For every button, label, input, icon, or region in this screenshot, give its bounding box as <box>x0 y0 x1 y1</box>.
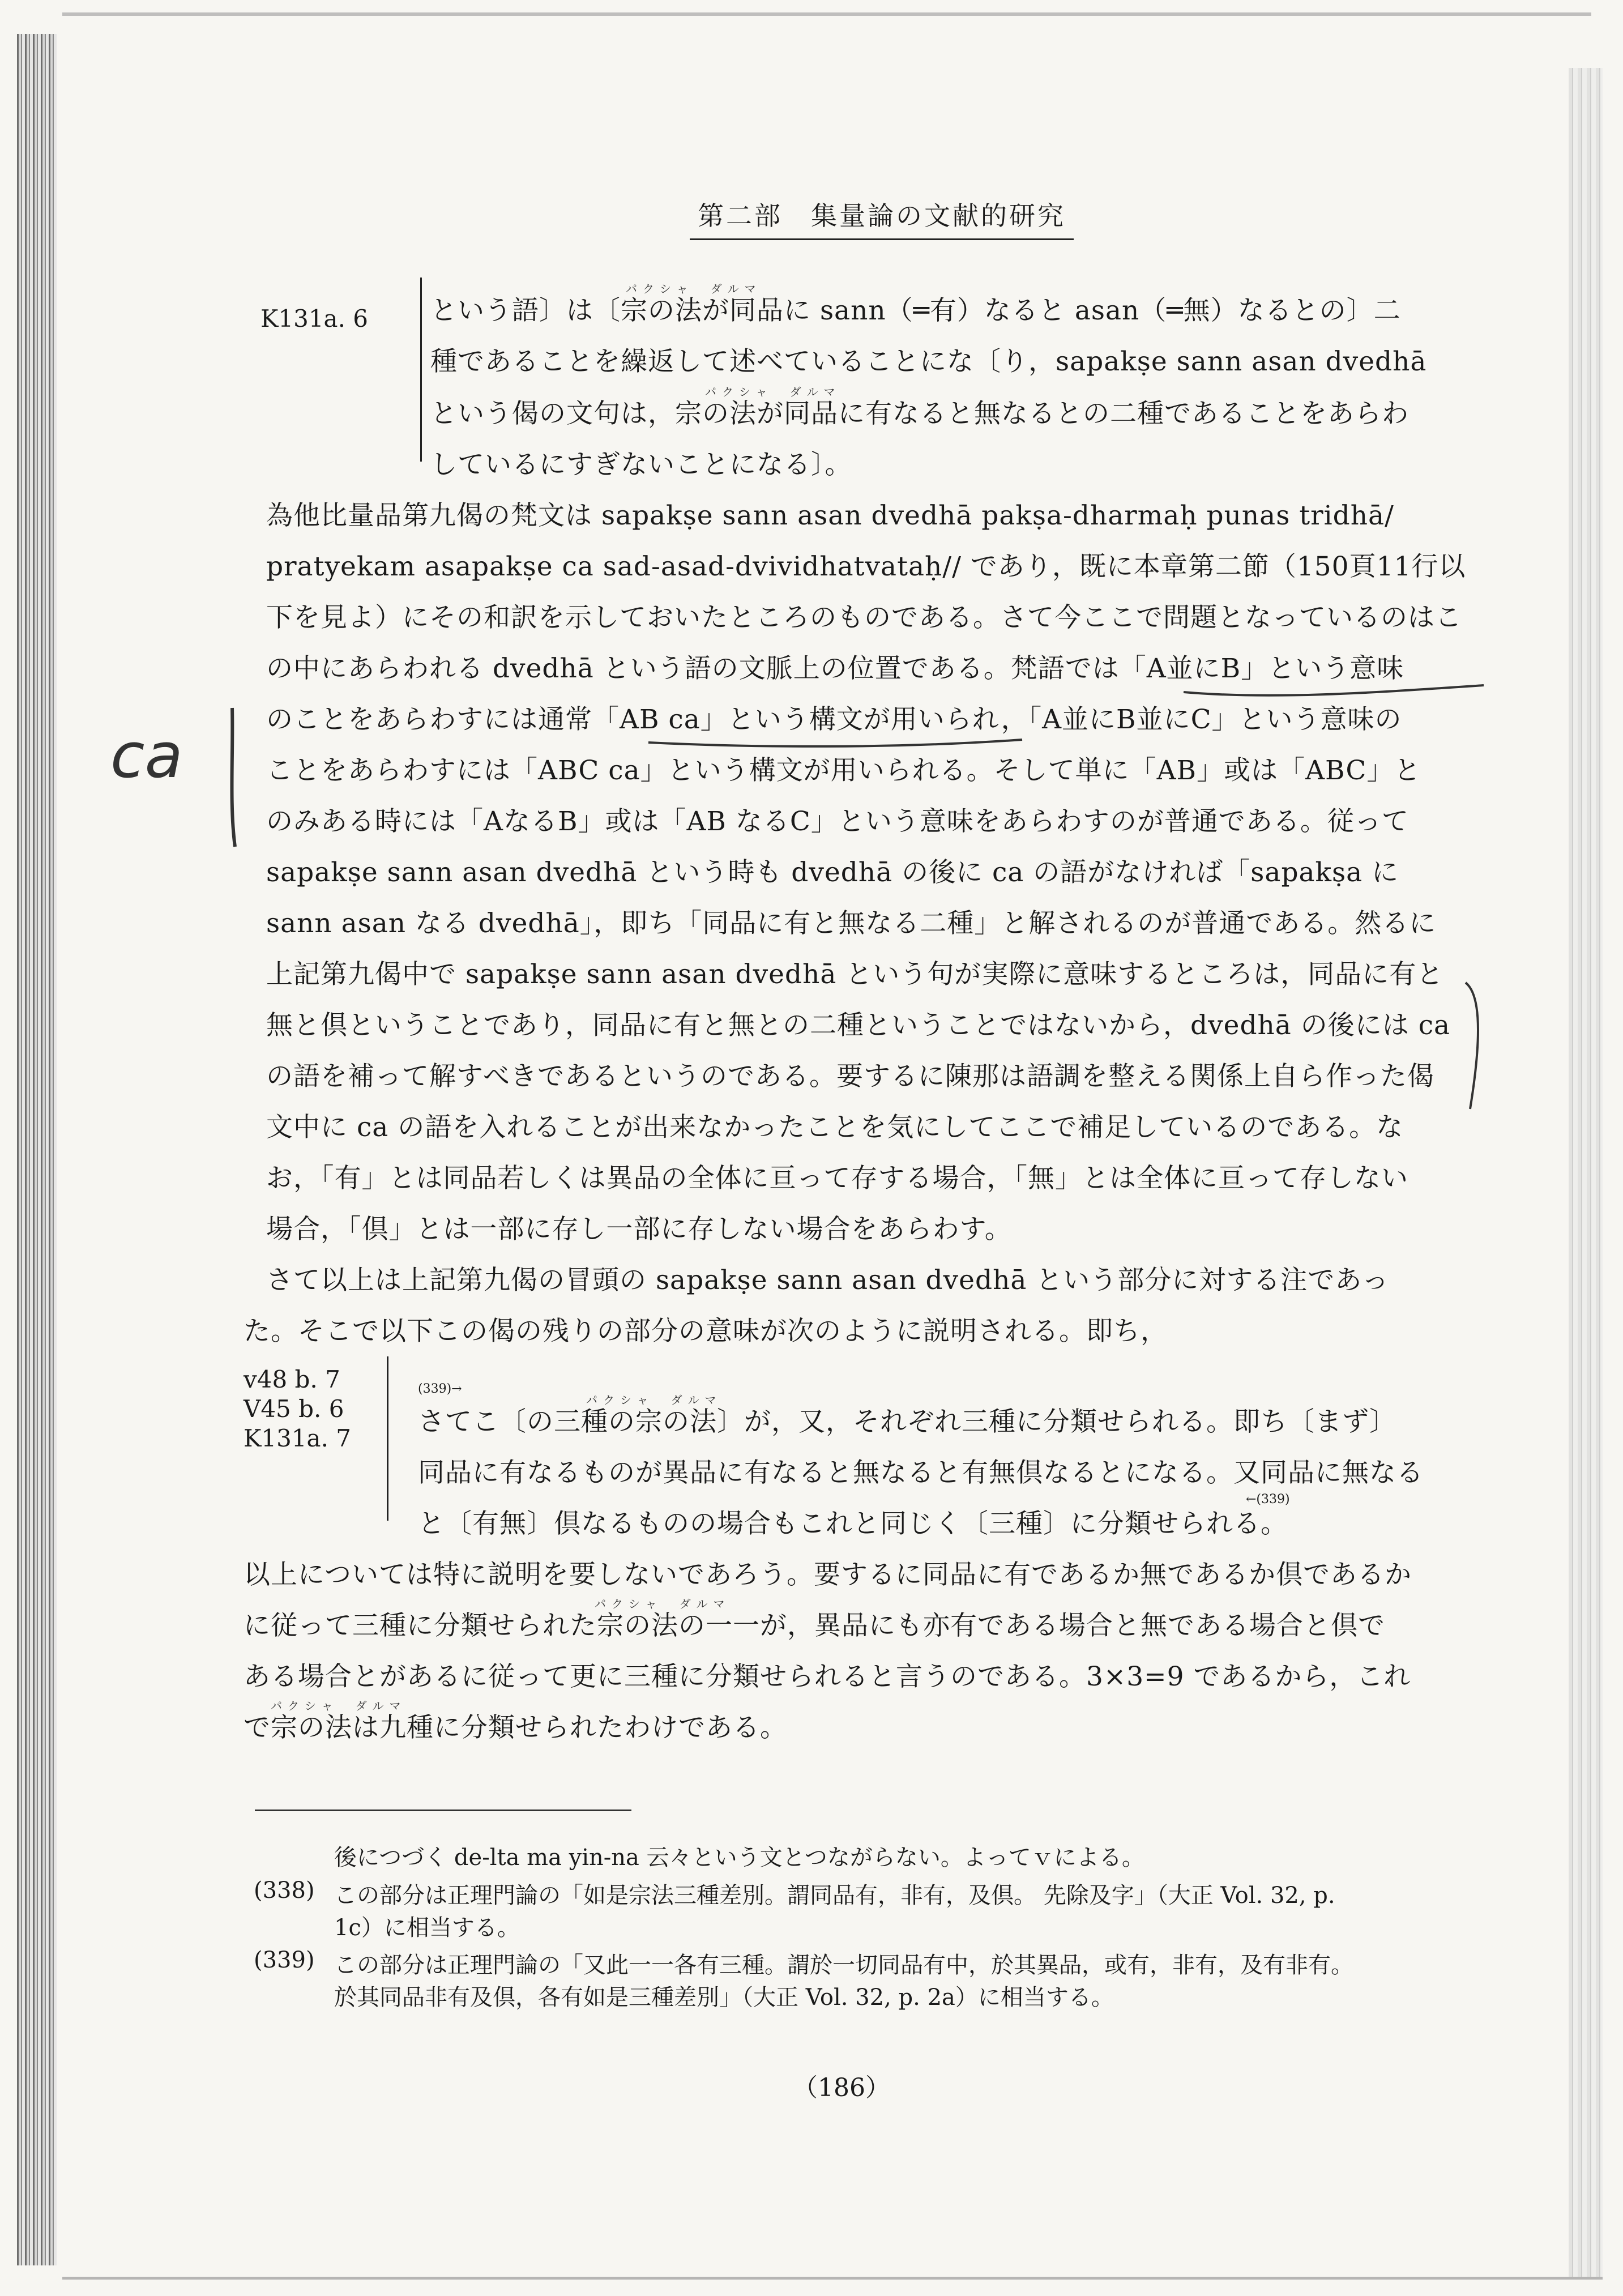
para1-line-9: sann asan なる dvedhā」，即ち「同品に有と無なる二種」と解されるのが普通である。然るに <box>266 908 1437 939</box>
page-number: （186） <box>793 2073 890 2102</box>
block1-line-3: という偈の文句は，宗の法が同品に有なると無なるとの二種であることをあらわ <box>430 398 1409 429</box>
para3-line-1: 以上については特に説明を要しないであろう。要するに同品に有であるか無であるか倶であるか <box>244 1559 1412 1590</box>
footnote-marker-close: ←(339) <box>1246 1492 1290 1507</box>
para1-line-14: お，「有」とは同品若しくは異品の全体に亘って存する場合，「無」とは全体に亘って存しない <box>266 1163 1408 1194</box>
para1-line-8: sapakṣe sann asan dvedhā という時も dvedhā の後に ca の語がなければ「sapakṣa に <box>266 857 1399 888</box>
footnote-rule <box>255 1810 631 1811</box>
handwritten-underline-ab-ca <box>648 740 1022 746</box>
para2-line-2: た。そこで以下この偈の残りの部分の意味が次のように説明される。即ち， <box>244 1316 1168 1347</box>
block2-line-3: と〔有無〕倶なるものの場合もこれと同じく〔三種〕に分類せられる。 <box>418 1508 1288 1539</box>
handwritten-margin-bracket <box>1466 983 1478 1109</box>
footnote-339-line-2: 於其同品非有及倶，各有如是三種差別」（大正 Vol. 32, p. 2a）に相当する。 <box>334 1985 1114 2011</box>
handwritten-margin-note: ca <box>110 719 183 792</box>
para3-line-3: ある場合とがあるに従って更に三種に分類せられると言うのである。3×3=9 であるから，これ <box>244 1661 1411 1692</box>
para1-line-10: 上記第九偈中で sapakṣe sann asan dvedhā という句が実際に意味するところは，同品に有と <box>266 959 1444 990</box>
ruby-paksa-dharma: パクシャ ダルマ <box>586 1393 722 1407</box>
block2-ref-2: V45 b. 6 <box>244 1395 344 1423</box>
block2-bar <box>387 1356 388 1521</box>
para3-line-4: で宗の法は九種に分類せられたわけである。 <box>244 1712 787 1743</box>
block1-line-1: という語〕は〔宗の法が同品に sann（═有）なると asan（═無）なるとの〕二 <box>430 295 1401 326</box>
block1-line-4: しているにすぎないことになる〕。 <box>430 449 852 480</box>
para1-line-3: 下を見よ）にその和訳を示しておいたところのものである。さて今ここで問題となっているのはこ <box>266 602 1462 633</box>
footnote-338-line-1: この部分は正理門論の「如是宗法三種差別。謂同品有，非有，及倶。 先除及字」（大正 Vol. 32, p. <box>334 1883 1335 1909</box>
para1-line-5: のことをあらわすには通常「AB ca」という構文が用いられ，「A並にB並にC」という意味の <box>266 704 1402 735</box>
footnote-339-number: (339) <box>254 1947 315 1973</box>
para1-line-4: の中にあらわれる dvedhā という語の文脈上の位置である。梵語では「A並にB」という意味 <box>266 653 1404 684</box>
para1-line-12: の語を補って解すべきであるというのである。要するに陳那は語調を整える関係上自ら作った偈 <box>266 1061 1435 1092</box>
para1-line-13: 文中に ca の語を入れることが出来なかったことを気にしてここで補足しているのである。な <box>266 1112 1404 1143</box>
para1-line-6: ことをあらわすには「ABC ca」という構文が用いられる。そして単に「AB」或は「ABC」と <box>266 755 1421 786</box>
running-header: 第二部 集量論の文献的研究 <box>690 195 1074 240</box>
block2-line-1: さてこ〔の三種の宗の法〕が，又，それぞれ三種に分類せられる。即ち〔まず〕 <box>418 1406 1396 1437</box>
para2-line-1: さて以上は上記第九偈の冒頭の sapakṣe sann asan dvedhā という部分に対する注であっ <box>266 1265 1389 1296</box>
block1-ref: K131a. 6 <box>260 305 369 332</box>
para3-line-2: に従って三種に分類せられた宗の法の一一が，異品にも亦有である場合と無である場合と倶で <box>244 1610 1385 1641</box>
handwritten-margin-bar <box>232 708 235 847</box>
block2-line-2: 同品に有なるものが異品に有なると無なると有無倶なるとになる。又同品に無なる <box>418 1457 1424 1488</box>
footnote-339-line-1: この部分は正理門論の「又此一一各有三種。謂於一切同品有中，於其異品，或有，非有，及有非有。 <box>334 1952 1353 1978</box>
para1-line-2: pratyekam asapakṣe ca sad-asad-dvividhatvataḥ// であり，既に本章第二節（150頁11行以 <box>266 551 1466 582</box>
ruby-paksa-dharma: パクシャ ダルマ <box>705 385 841 399</box>
footnote-338-number: (338) <box>254 1877 315 1904</box>
block2-ref-3: K131a. 7 <box>244 1424 352 1452</box>
footnote-338-line-2: 1c）に相当する。 <box>334 1915 520 1941</box>
block2-ref-1: v48 b. 7 <box>244 1365 340 1393</box>
handwritten-underline-a-and-b <box>1184 685 1484 695</box>
para1-line-7: のみある時には「AなるB」或は「AB なるC」という意味をあらわすのが普通である。従って <box>266 806 1409 837</box>
ruby-paksa-dharma: パクシャ ダルマ <box>271 1699 407 1713</box>
block1-line-2: 種であることを繰返して述べていることにな〔り，sapakṣe sann asan dvedhā <box>430 346 1427 377</box>
para1-line-15: 場合，「倶」とは一部に存し一部に存しない場合をあらわす。 <box>266 1214 1012 1245</box>
para1-line-1: 為他比量品第九偈の梵文は sapakṣe sann asan dvedhā pakṣa-dharmaḥ punas tridhā/ <box>266 500 1394 531</box>
ruby-paksa-dharma: パクシャ ダルマ <box>595 1597 731 1611</box>
footnote-continuation: 後につづく de-lta ma yin-na 云々という文とつながらない。よってｖによる。 <box>334 1845 1144 1871</box>
ruby-paksa-dharma: パクシャ ダルマ <box>626 282 762 296</box>
para1-line-11: 無と倶ということであり，同品に有と無との二種ということではないから，dvedhā の後には ca <box>266 1010 1451 1041</box>
footnote-marker-open: (339)→ <box>418 1382 462 1396</box>
